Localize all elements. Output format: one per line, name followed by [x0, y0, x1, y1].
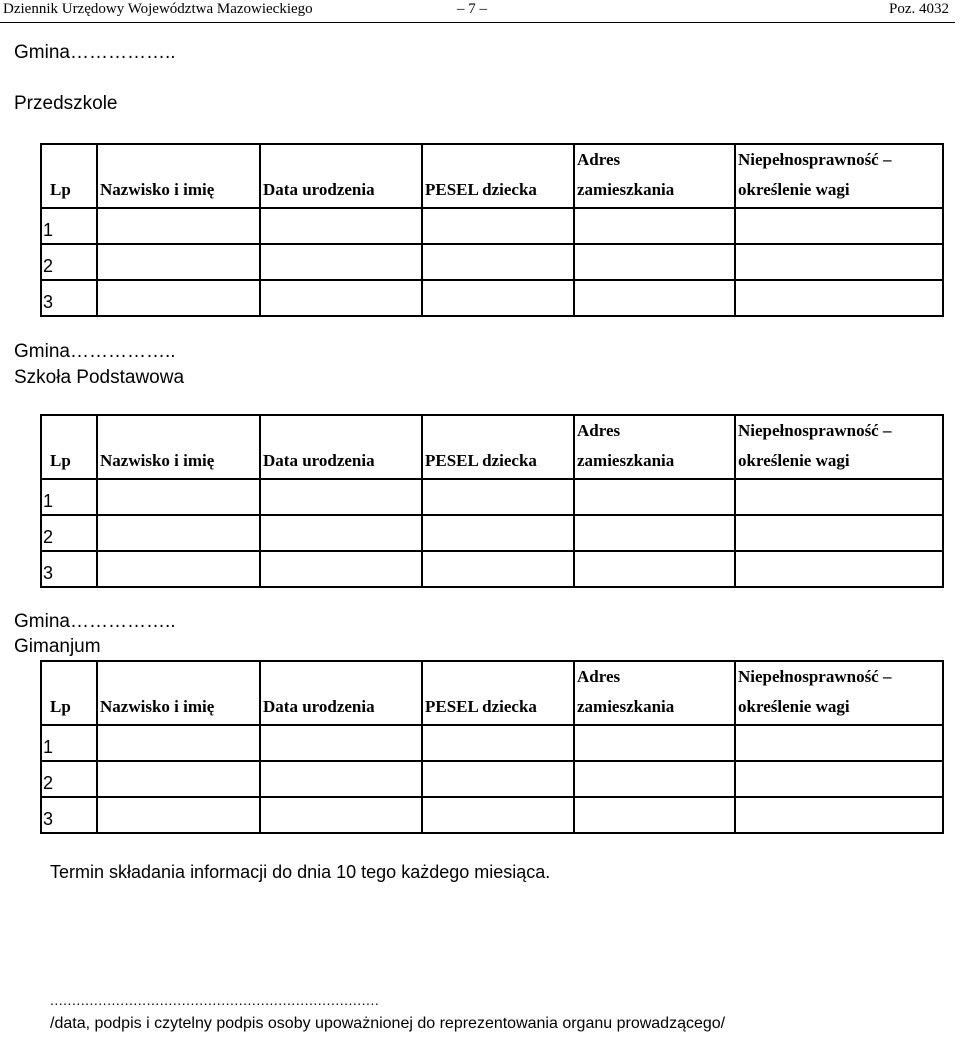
row-number: 2 [41, 244, 97, 280]
table-row [41, 725, 943, 761]
row-number: 1 [41, 208, 97, 244]
pesel-cell[interactable] [422, 725, 574, 761]
address-cell[interactable] [574, 280, 735, 316]
disability-cell[interactable] [735, 761, 943, 797]
disability-cell[interactable] [735, 551, 943, 587]
disability-cell[interactable] [735, 244, 943, 280]
row-number: 3 [41, 280, 97, 316]
pesel-cell[interactable] [422, 551, 574, 587]
row-number: 3 [41, 797, 97, 833]
deadline-note: Termin składania informacji do dnia 10 tego każdego miesiąca. [50, 862, 551, 882]
col-address: Adres zamieszkania [574, 144, 735, 208]
col-pesel: PESEL dziecka [422, 144, 574, 208]
row-number: 2 [41, 761, 97, 797]
address-cell[interactable] [574, 797, 735, 833]
section-1-school-type: Przedszkole [14, 93, 118, 114]
section-3-table [40, 660, 944, 834]
address-cell[interactable] [574, 725, 735, 761]
col-disability: Niepełnosprawność – określenie wagi [735, 415, 943, 479]
name-cell[interactable] [97, 725, 260, 761]
table-row [41, 515, 943, 551]
pesel-cell[interactable] [422, 280, 574, 316]
disability-cell[interactable] [735, 515, 943, 551]
name-cell[interactable] [97, 797, 260, 833]
col-name: Nazwisko i imię [97, 415, 260, 479]
table-row [41, 551, 943, 587]
name-cell[interactable] [97, 208, 260, 244]
col-name: Nazwisko i imię [97, 661, 260, 725]
col-lp: Lp [41, 661, 97, 725]
address-cell[interactable] [574, 208, 735, 244]
col-pesel: PESEL dziecka [422, 661, 574, 725]
birth-cell[interactable] [260, 479, 422, 515]
section-1-gmina: Gmina…………….. [14, 42, 176, 63]
table-row [41, 797, 943, 833]
section-2-school-type: Szkoła Podstawowa [14, 367, 185, 388]
position-number: Poz. 4032 [889, 1, 949, 17]
page-header [0, 0, 955, 23]
birth-cell[interactable] [260, 761, 422, 797]
address-cell[interactable] [574, 551, 735, 587]
section-2-gmina: Gmina…………….. [14, 341, 176, 362]
signature-line: ........................................................................... [50, 992, 380, 1008]
name-cell[interactable] [97, 761, 260, 797]
birth-cell[interactable] [260, 280, 422, 316]
col-address: Adres zamieszkania [574, 661, 735, 725]
col-birth-date: Data urodzenia [260, 144, 422, 208]
birth-cell[interactable] [260, 551, 422, 587]
journal-title: Dziennik Urzędowy Województwa Mazowieckiego [3, 1, 313, 17]
name-cell[interactable] [97, 551, 260, 587]
pesel-cell[interactable] [422, 244, 574, 280]
col-name: Nazwisko i imię [97, 144, 260, 208]
address-cell[interactable] [574, 244, 735, 280]
col-birth-date: Data urodzenia [260, 661, 422, 725]
row-number: 1 [41, 479, 97, 515]
disability-cell[interactable] [735, 208, 943, 244]
address-cell[interactable] [574, 479, 735, 515]
pesel-cell[interactable] [422, 761, 574, 797]
section-2-table [40, 414, 944, 588]
row-number: 3 [41, 551, 97, 587]
table-row [41, 479, 943, 515]
table-row [41, 761, 943, 797]
col-disability: Niepełnosprawność – określenie wagi [735, 661, 943, 725]
name-cell[interactable] [97, 479, 260, 515]
col-birth-date: Data urodzenia [260, 415, 422, 479]
table-header-row [41, 415, 943, 479]
pesel-cell[interactable] [422, 208, 574, 244]
table-row [41, 208, 943, 244]
section-3-school-type: Gimanjum [14, 636, 101, 657]
disability-cell[interactable] [735, 479, 943, 515]
birth-cell[interactable] [260, 797, 422, 833]
name-cell[interactable] [97, 244, 260, 280]
col-lp: Lp [41, 415, 97, 479]
birth-cell[interactable] [260, 515, 422, 551]
address-cell[interactable] [574, 761, 735, 797]
birth-cell[interactable] [260, 725, 422, 761]
disability-cell[interactable] [735, 797, 943, 833]
name-cell[interactable] [97, 280, 260, 316]
pesel-cell[interactable] [422, 515, 574, 551]
signature-caption: /data, podpis i czytelny podpis osoby upoważnionej do reprezentowania organu prowadzącego/ [50, 1015, 726, 1032]
birth-cell[interactable] [260, 244, 422, 280]
table-row [41, 280, 943, 316]
col-disability: Niepełnosprawność – określenie wagi [735, 144, 943, 208]
col-lp: Lp [41, 144, 97, 208]
row-number: 1 [41, 725, 97, 761]
pesel-cell[interactable] [422, 797, 574, 833]
pesel-cell[interactable] [422, 479, 574, 515]
page-number: – 7 – [457, 1, 487, 17]
col-pesel: PESEL dziecka [422, 415, 574, 479]
col-address: Adres zamieszkania [574, 415, 735, 479]
disability-cell[interactable] [735, 280, 943, 316]
birth-cell[interactable] [260, 208, 422, 244]
table-header-row [41, 144, 943, 208]
table-row [41, 244, 943, 280]
table-header-row [41, 661, 943, 725]
address-cell[interactable] [574, 515, 735, 551]
name-cell[interactable] [97, 515, 260, 551]
section-1-table [40, 143, 944, 317]
row-number: 2 [41, 515, 97, 551]
disability-cell[interactable] [735, 725, 943, 761]
section-3-gmina: Gmina…………….. [14, 611, 176, 632]
